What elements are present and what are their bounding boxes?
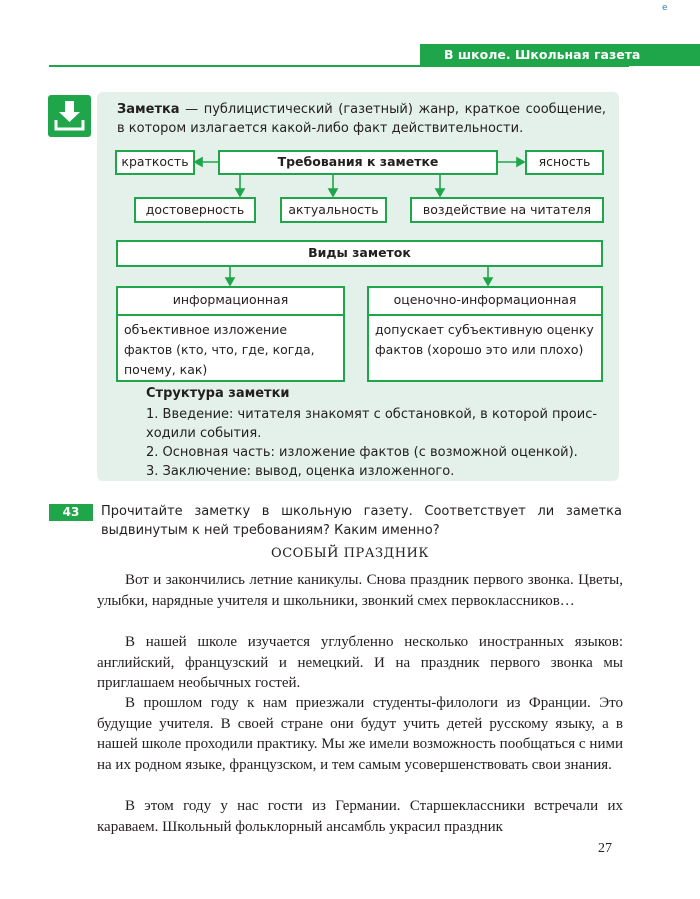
publisher-logo: e (662, 3, 668, 13)
story-paragraph: В нашей школе изучается углубленно несколько иностранных языков: английский, французский и немецкий. И на праздник первого звонка мы приглашаем необычных гостей. (97, 634, 623, 691)
story-paragraph: В этом году у нас гости из Германии. Старшеклассники встречали их караваем. Школьный фольклорный ансамбль украсил праздник (97, 798, 623, 835)
structure-item: 2. Основная часть: изложение фактов (с возможной оценкой). (146, 445, 578, 460)
type-evaluative-desc: допускает субъективную оценку фактов (хорошо это или плохо) (375, 322, 594, 357)
task-text: Прочитайте заметку в школьную газету. Соответствует ли заметка выдвинутым к ней требованиям? Каким именно? (101, 504, 622, 538)
type-informational (116, 286, 345, 382)
structure-item: 1. Введение: читателя знакомят с обстановкой, в которой происходили события. (146, 407, 598, 441)
page-number: 27 (598, 841, 612, 856)
task-number-badge: 43 (49, 504, 93, 521)
requirement-clarity: ясность (525, 150, 604, 175)
type-informational-desc: объективное изложение фактов (кто, что, где, когда, почему, как) (124, 322, 315, 377)
story-paragraph: В прошлом году к нам приезжали студенты-филологи из Франции. Это будущие учителя. В своей стране они будут учить детей русскому языку, а в нашей школе проходили практику. Мы же имели возможность пообщаться с ними на их родном языке, французском, и тем самым усовершенствовать свои знания. (97, 695, 623, 773)
section-title: В школе. Школьная газета (444, 47, 641, 62)
type-evaluative-label: оценочно-информационная (369, 288, 601, 316)
types-title: Виды заметок (116, 240, 603, 267)
requirement-relevance: актуальность (280, 197, 387, 223)
type-evaluative (367, 286, 603, 382)
type-informational-label: информационная (118, 288, 343, 316)
requirement-brevity: краткость (115, 150, 195, 175)
requirements-title: Требования к заметке (218, 150, 498, 175)
definition-term: Заметка (117, 102, 180, 117)
requirement-impact: воздействие на читателя (410, 197, 604, 223)
story-paragraph: Вот и закончились летние каникулы. Снова праздник первого звонка. Цветы, улыбки, нарядные учителя и школьники, звонкий смех первоклассников… (97, 572, 623, 609)
definition-body: — публицистический (газетный) жанр, краткое сообщение, в котором излагается какой-либо факт действительности. (117, 102, 606, 136)
story-title: ОСОБЫЙ ПРАЗДНИК (271, 546, 429, 561)
requirement-reliability: достоверность (134, 197, 256, 223)
structure-item: 3. Заключение: вывод, оценка изложенного. (146, 464, 455, 479)
structure-title: Структура заметки (146, 386, 290, 401)
